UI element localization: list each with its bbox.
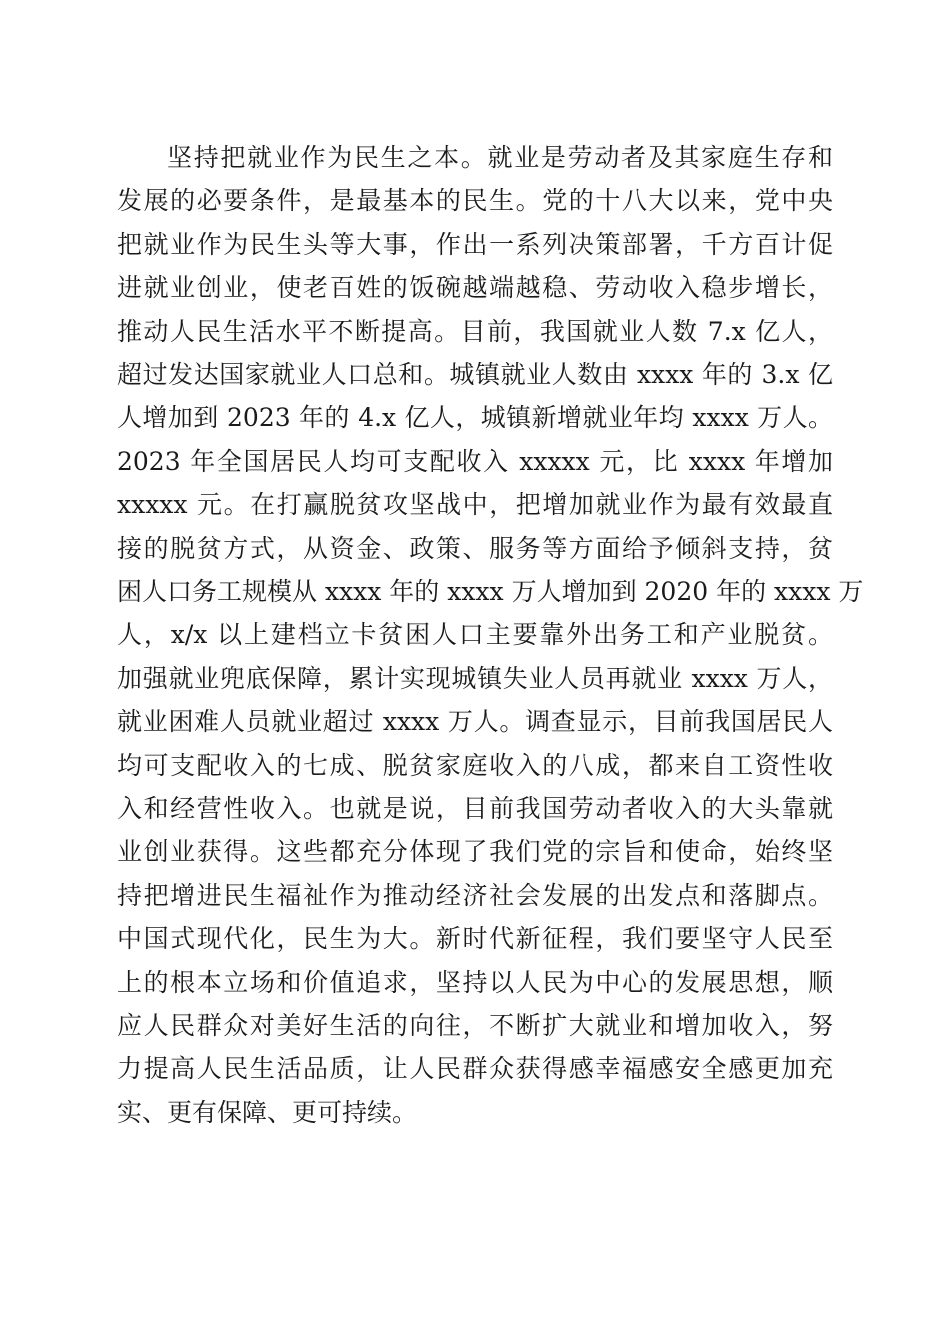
text-line: 接的脱贫方式，从资金、政策、服务等方面给予倾斜支持，贫 [117, 533, 833, 563]
text-line: 应人民群众对美好生活的向往，不断扩大就业和增加收入，努 [117, 1011, 833, 1040]
text-line: 进就业创业，使老百姓的饭碗越端越稳、劳动收入稳步增长， [117, 273, 833, 303]
text-line: 加强就业兜底保障，累计实现城镇失业人员再就业 xxxx 万人， [117, 663, 833, 693]
text-line: 人增加到 2023 年的 4.x 亿人，城镇新增就业年均 xxxx 万人。 [117, 403, 833, 433]
text-line: 实、更有保障、更可持续。 [117, 1097, 418, 1127]
text-line: 超过发达国家就业人口总和。城镇就业人数由 xxxx 年的 3.x 亿 [117, 360, 833, 389]
text-line: 把就业作为民生头等大事，作出一系列决策部署，千方百计促 [117, 229, 833, 259]
text-line: 入和经营性收入。也就是说，目前我国劳动者收入的大头靠就 [117, 794, 833, 823]
text-line: 中国式现代化，民生为大。新时代新征程，我们要坚守人民至 [117, 924, 833, 954]
text-line: 力提高人民生活品质，让人民群众获得感幸福感安全感更加充 [117, 1054, 833, 1084]
text-line: 2023 年全国居民人均可支配收入 xxxxx 元，比 xxxx 年增加 [117, 446, 833, 476]
text-line: 业创业获得。这些都充分体现了我们党的宗旨和使命，始终坚 [117, 837, 833, 867]
text-line: 发展的必要条件，是最基本的民生。党的十八大以来，党中央 [117, 186, 833, 216]
text-line: xxxxx 元。在打赢脱贫攻坚战中，把增加就业作为最有效最直 [117, 490, 833, 520]
text-line: 人，x/x 以上建档立卡贫困人口主要靠外出务工和产业脱贫。 [117, 620, 833, 650]
text-line: 就业困难人员就业超过 xxxx 万人。调查显示，目前我国居民人 [117, 707, 833, 737]
text-line: 持把增进民生福祉作为推动经济社会发展的出发点和落脚点。 [117, 880, 833, 910]
text-line: 坚持把就业作为民生之本。就业是劳动者及其家庭生存和 [167, 143, 833, 172]
text-line: 推动人民生活水平不断提高。目前，我国就业人数 7.x 亿人， [117, 316, 833, 346]
text-line: 均可支配收入的七成、脱贫家庭收入的八成，都来自工资性收 [117, 750, 833, 780]
text-line: 上的根本立场和价值追求，坚持以人民为中心的发展思想，顺 [117, 967, 833, 997]
text-line: 困人口务工规模从 xxxx 年的 xxxx 万人增加到 2020 年的 xxxx 万 [117, 577, 864, 606]
